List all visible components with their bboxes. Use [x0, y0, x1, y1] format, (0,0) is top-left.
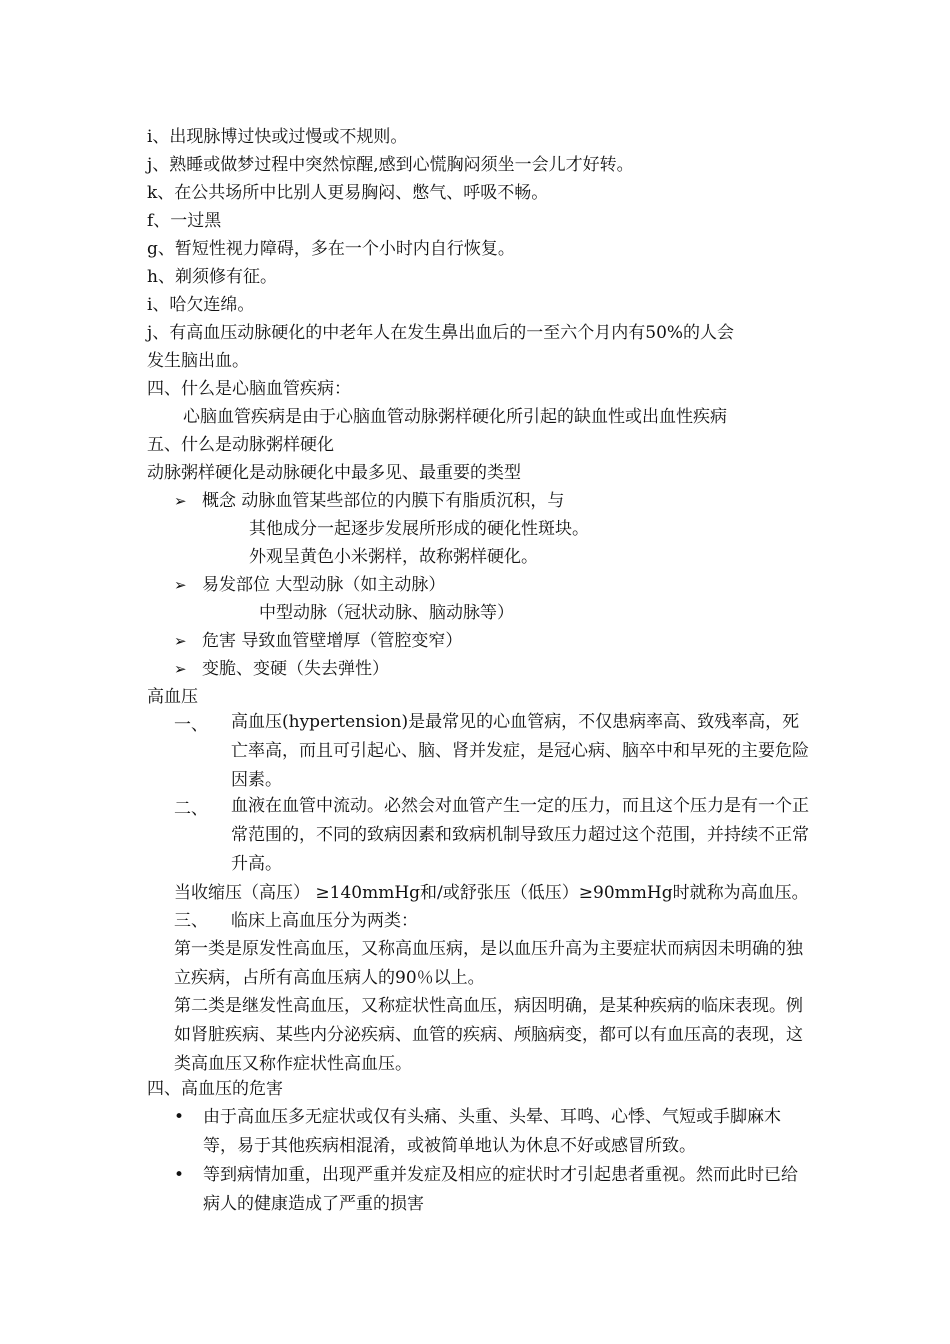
- section-heading-cardio: 四、什么是心脑血管疾病：: [147, 379, 351, 399]
- symptom-line-k: k、在公共场所中比别人更易胸闷、憋气、呼吸不畅。: [147, 183, 549, 203]
- paragraph-number-1: 一、: [174, 715, 208, 735]
- danger-heading: 四、高血压的危害: [147, 1079, 283, 1099]
- list-item-harm: ➢ 危害 导致血管壁增厚（管腔变窄）: [174, 627, 462, 655]
- hypertension-title: 高血压: [147, 687, 198, 707]
- list-item-site: ➢ 易发部位 大型动脉（如主动脉）: [174, 571, 445, 599]
- bullet-icon: •: [174, 1165, 185, 1185]
- symptom-line-h: h、剃须修有征。: [147, 267, 277, 287]
- definition-cardio: 心脑血管疾病是由于心脑血管动脉粥样硬化所引起的缺血性或出血性疾病: [183, 407, 727, 427]
- concept-line-2: 其他成分一起逐步发展所形成的硬化性斑块。: [249, 519, 589, 539]
- danger-bullet-1: 由于高血压多无症状或仅有头痛、头重、头晕、耳鸣、心悸、气短或手脚麻木等，易于其他疾病相混淆，或被简单地认为休息不好或感冒所致。: [203, 1107, 781, 1156]
- hypertension-criteria: 当收缩压（高压） ≥140mmHg和/或舒张压（低压）≥90mmHg时就称为高血压。: [174, 883, 809, 903]
- hypertension-paragraph-1: 高血压(hypertension)是最常见的心血管病，不仅患病率高、致残率高，死亡率高，而且可引起心、脑、肾并发症，是冠心病、脑卒中和早死的主要危险因素。: [231, 712, 809, 790]
- paragraph-number-2: 二、: [174, 799, 208, 819]
- paragraph-number-3: 三、: [174, 911, 208, 931]
- symptom-line-j: j、熟睡或做梦过程中突然惊醒,感到心慌胸闷须坐一会儿才好转。: [147, 155, 634, 175]
- arrow-icon: ➢: [174, 632, 187, 650]
- symptom-line-i2: i、哈欠连绵。: [147, 295, 255, 315]
- arrow-icon: ➢: [174, 660, 187, 678]
- site-line-2: 中型动脉（冠状动脉、脑动脉等）: [259, 603, 514, 623]
- symptom-line-j2-cont: 发生脑出血。: [147, 351, 249, 371]
- symptom-line-f: f、一过黑: [147, 211, 222, 231]
- list-item-concept: ➢ 概念 动脉血管某些部位的内膜下有脂质沉积，与: [174, 487, 564, 515]
- list-item-brittle: ➢ 变脆、变硬（失去弹性）: [174, 655, 389, 683]
- arrow-icon: ➢: [174, 492, 187, 510]
- secondary-hypertension: 第二类是继发性高血压，又称症状性高血压，病因明确，是某种疾病的临床表现。例如肾脏疾病、某些内分泌疾病、血管的疾病、颅脑病变，都可以有血压高的表现，这类高血压又称作症状性高血压。: [174, 996, 803, 1074]
- section-heading-atherosclerosis: 五、什么是动脉粥样硬化: [147, 435, 334, 455]
- arrow-icon: ➢: [174, 576, 187, 594]
- danger-bullet-2: 等到病情加重，出现严重并发症及相应的症状时才引起患者重视。然而此时已给病人的健康造成了严重的损害: [203, 1165, 798, 1214]
- symptom-line-j2: j、有高血压动脉硬化的中老年人在发生鼻出血后的一至六个月内有50%的人会: [147, 323, 735, 343]
- symptom-line-i: i、出现脉博过快或过慢或不规则。: [147, 127, 408, 147]
- primary-hypertension: 第一类是原发性高血压，又称高血压病，是以血压升高为主要症状而病因未明确的独立疾病，占所有高血压病人的90％以上。: [174, 939, 803, 988]
- symptom-line-g: g、暂短性视力障碍，多在一个小时内自行恢复。: [147, 239, 515, 259]
- bullet-icon: •: [174, 1107, 185, 1127]
- definition-atherosclerosis: 动脉粥样硬化是动脉硬化中最多见、最重要的类型: [147, 463, 521, 483]
- classification-heading: 临床上高血压分为两类：: [231, 911, 418, 931]
- concept-line-3: 外观呈黄色小米粥样，故称粥样硬化。: [249, 547, 538, 567]
- hypertension-paragraph-2: 血液在血管中流动。必然会对血管产生一定的压力，而且这个压力是有一个正常范围的，不同的致病因素和致病机制导致压力超过这个范围，并持续不正常升高。: [231, 796, 809, 874]
